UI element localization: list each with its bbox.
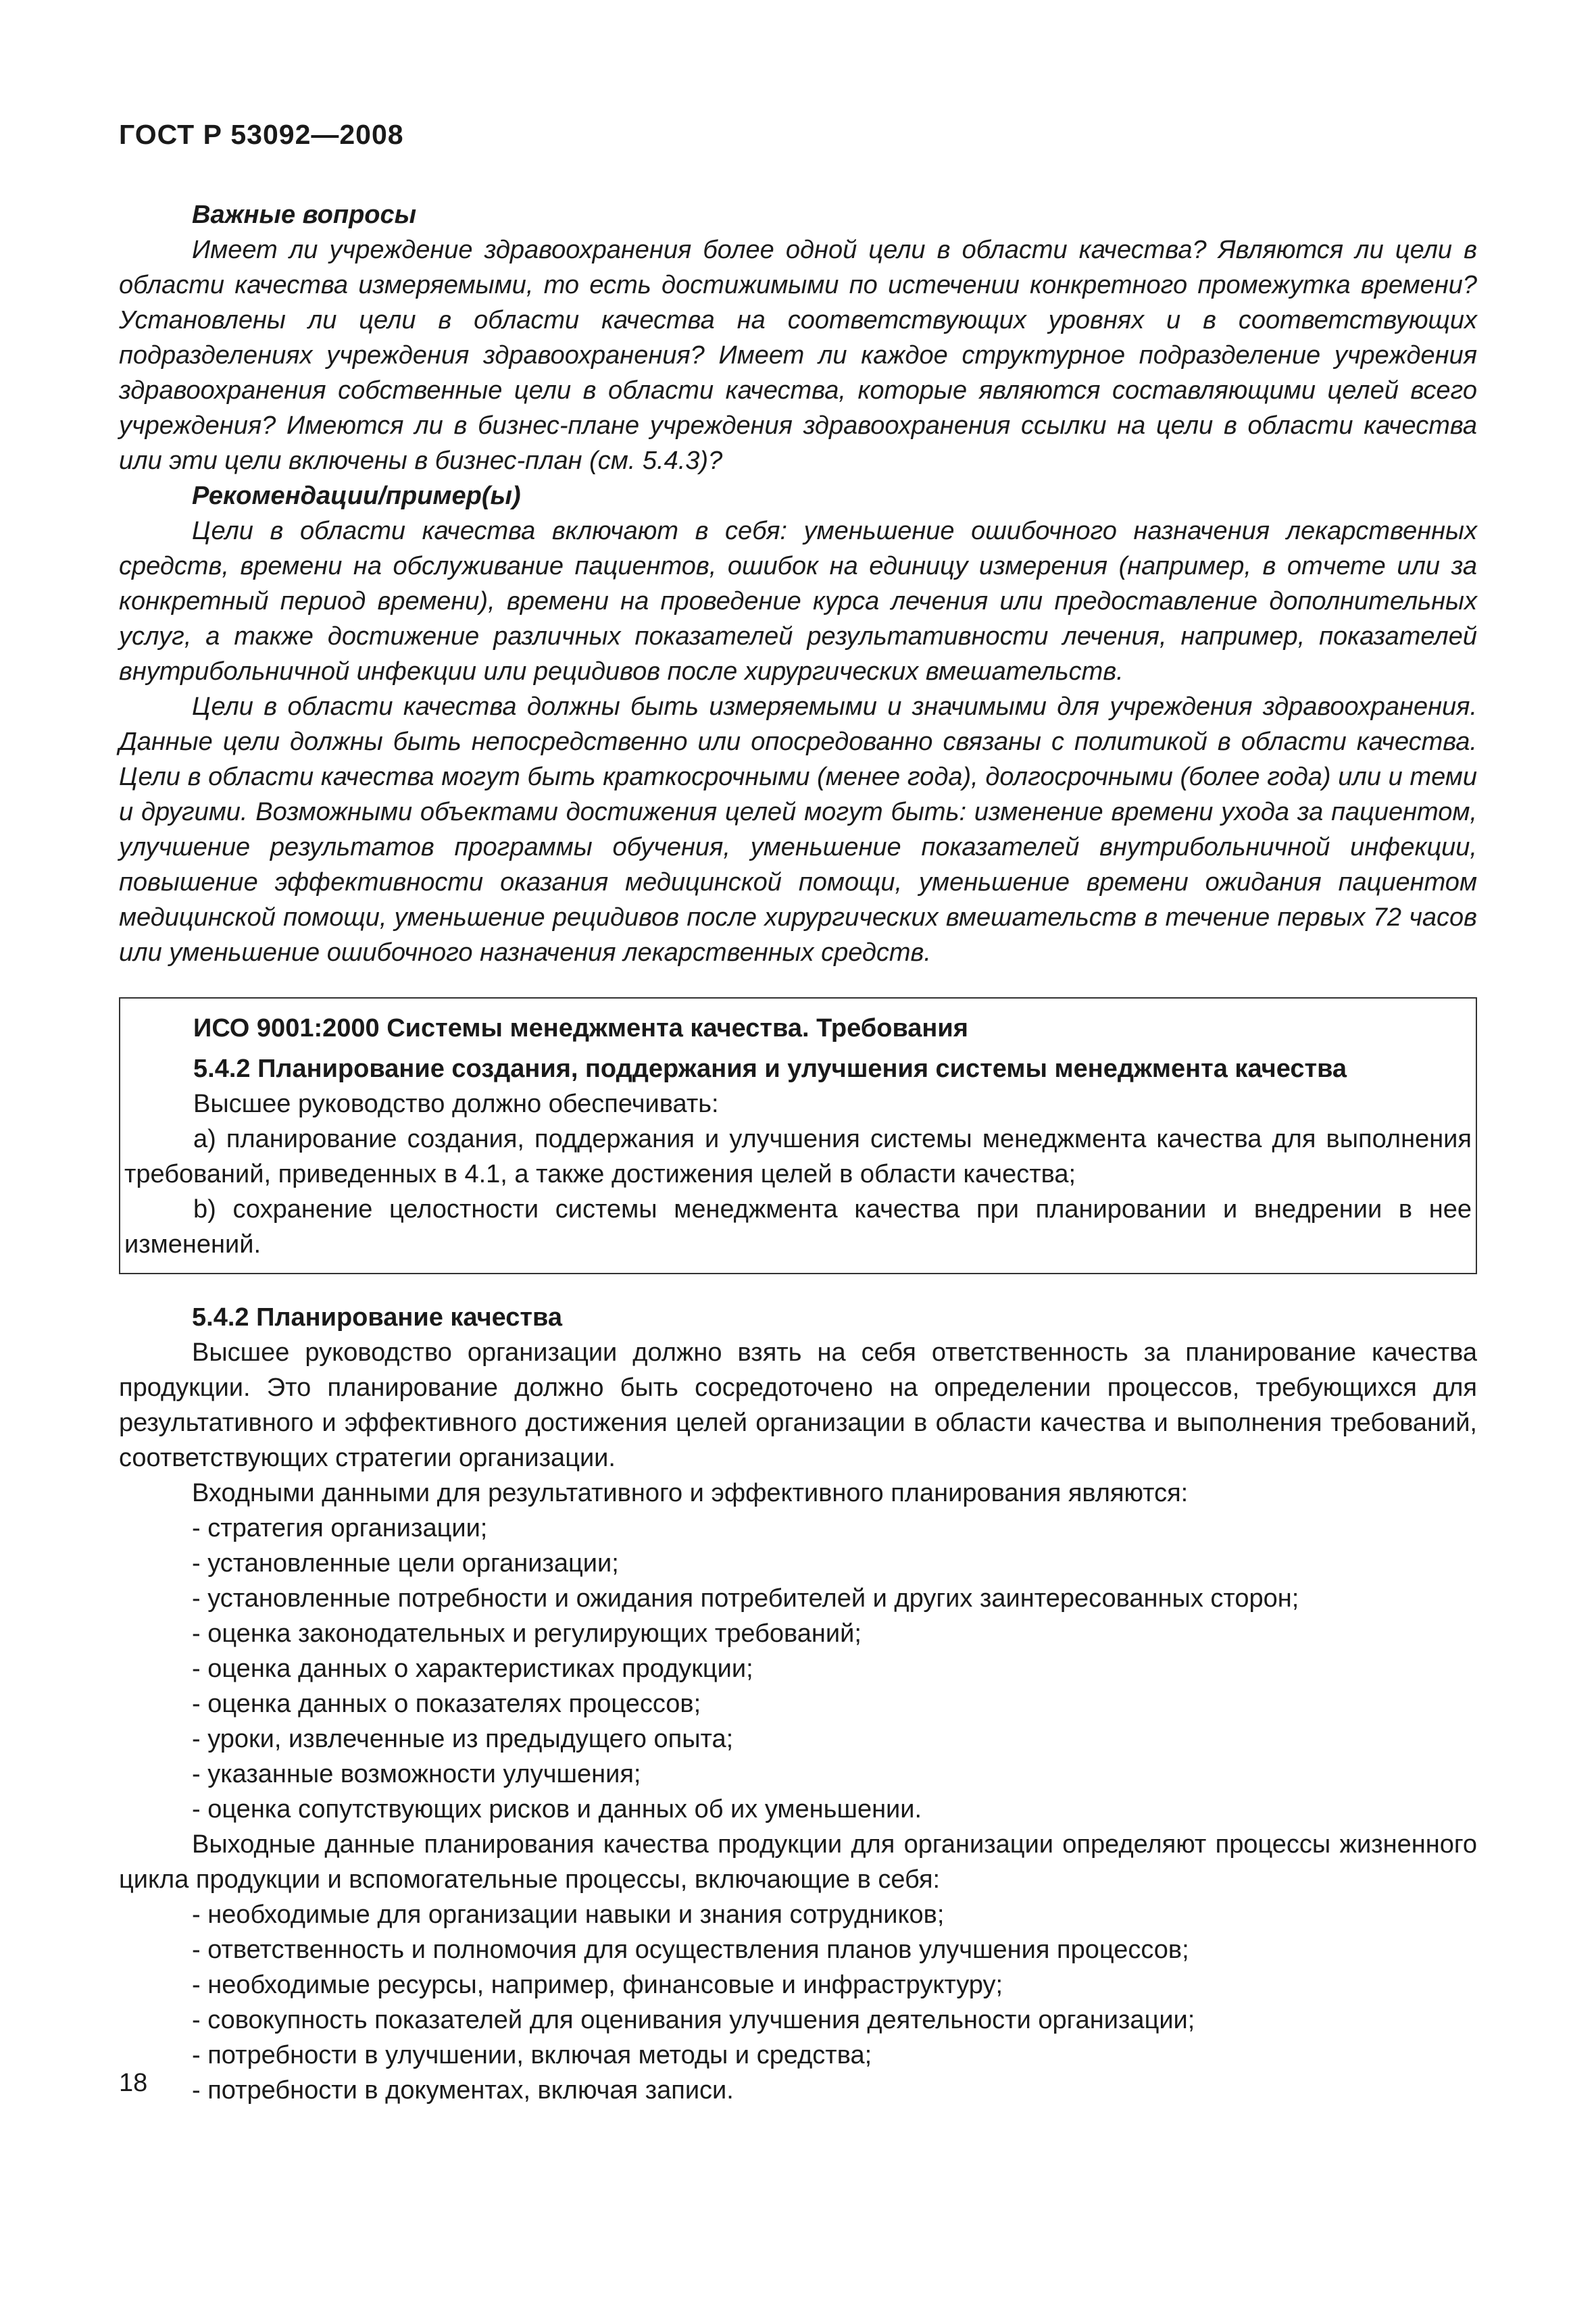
recommendations-heading: Рекомендации/пример(ы) [192, 482, 521, 510]
important-questions-text: Имеет ли учреждение здравоохранения более одной цели в области качества? Являются ли цели в области качества измеряемыми, то есть достижимыми по истечении конкретного промежутка времени? Установлены ли цели в области качества на соответствующих уровнях и в соответствующих подразделениях учреждения здравоохранения? Имеет ли каждое структурное подразделение учреждения здравоохранения собственные цели в области качества, которые являются составляющими целей всего учреждения? Имеются ли в бизнес-плане учреждения здравоохранения ссылки на цели в области качества или эти цели включены в бизнес-план (см. 5.4.3)? [119, 236, 1477, 475]
inputs-list [119, 1511, 1477, 1827]
inputs-intro: Входными данными для результативного и эффективного планирования являются: [192, 1479, 1189, 1507]
iso-box-title: ИСО 9001:2000 Системы менеджмента качества. Требования [193, 1014, 968, 1042]
page-number: 18 [119, 2069, 148, 2097]
recommendations-paragraph-2: Цели в области качества должны быть измеряемыми и значимыми для учреждения здравоохранения. Данные цели должны быть непосредственно или опосредованно связаны с политикой в области качества. Цели в области качества могут быть краткосрочными (менее года), долгосрочными (более года) или и теми и другими. Возможными объектами достижения целей могут быть: изменение времени ухода за пациентом, улучшение результатов программы обучения, уменьшение показателей внутрибольничной инфекции, повышение эффективности оказания медицинской помощи, уменьшение времени ожидания пациентом медицинской помощи, уменьшение рецидивов после хирургических вмешательств в течение первых 72 часов или уменьшение ошибочного назначения лекарственных средств. [119, 693, 1477, 967]
list-item: - потребности в улучшении, включая методы и средства; [192, 2041, 872, 2069]
list-item: - оценка данных о показателях процессов; [192, 1690, 701, 1718]
list-item: - оценка данных о характеристиках продукции; [192, 1655, 753, 1683]
iso-box-item-a: a) планирование создания, поддержания и улучшения системы менеджмента качества для выполнения требований, приведенных в 4.1, а также достижения целей в области качества; [124, 1125, 1472, 1188]
list-item: - ответственность и полномочия для осуществления планов улучшения процессов; [192, 1936, 1189, 1964]
list-item: - стратегия организации; [192, 1514, 488, 1542]
iso-box-item-b: b) сохранение целостности системы менеджмента качества при планировании и внедрении в нее изменений. [124, 1195, 1472, 1259]
iso-box-intro: Высшее руководство должно обеспечивать: [193, 1090, 719, 1118]
page-content [119, 197, 1477, 2108]
list-item: - установленные потребности и ожидания потребителей и других заинтересованных сторон; [192, 1584, 1299, 1613]
outputs-intro: Выходные данные планирования качества продукции для организации определяют процессы жизненного цикла продукции и вспомогательные процессы, включающие в себя: [119, 1830, 1477, 1894]
section-heading: 5.4.2 Планирование качества [192, 1303, 563, 1332]
list-item: - установленные цели организации; [192, 1549, 619, 1578]
important-questions-heading: Важные вопросы [192, 201, 417, 229]
list-item: - оценка сопутствующих рисков и данных об их уменьшении. [192, 1795, 922, 1823]
section-paragraph-1: Высшее руководство организации должно взять на себя ответственность за планирование качества продукции. Это планирование должно быть сосредоточено на определении процессов, требующихся для результативного и эффективного достижения целей организации в области качества и выполнения требований, соответствующих стратегии организации. [119, 1338, 1477, 1472]
document-header: ГОСТ Р 53092—2008 [119, 119, 404, 150]
list-item: - оценка законодательных и регулирующих требований; [192, 1619, 862, 1648]
outputs-list [119, 1897, 1477, 2108]
list-item: - уроки, извлеченные из предыдущего опыта; [192, 1725, 734, 1753]
list-item: - необходимые ресурсы, например, финансовые и инфраструктуру; [192, 1971, 1003, 1999]
list-item: - совокупность показателей для оценивания улучшения деятельности организации; [192, 2006, 1195, 2034]
iso-quote-box [119, 997, 1477, 1274]
list-item: - потребности в документах, включая записи. [192, 2076, 734, 2105]
list-item: - необходимые для организации навыки и знания сотрудников; [192, 1901, 945, 1929]
recommendations-paragraph-1: Цели в области качества включают в себя: уменьшение ошибочного назначения лекарственных средств, времени на обслуживание пациентов, ошибок на единицу измерения (например, в отчете или за конкретный период времени), времени на проведение курса лечения или предоставление дополнительных услуг, а также достижение различных показателей результативности лечения, например, показателей внутрибольничной инфекции или рецидивов после хирургических вмешательств. [119, 517, 1477, 686]
list-item: - указанные возможности улучшения; [192, 1760, 641, 1788]
iso-box-subheading: 5.4.2 Планирование создания, поддержания и улучшения системы менеджмента качества [193, 1055, 1347, 1083]
